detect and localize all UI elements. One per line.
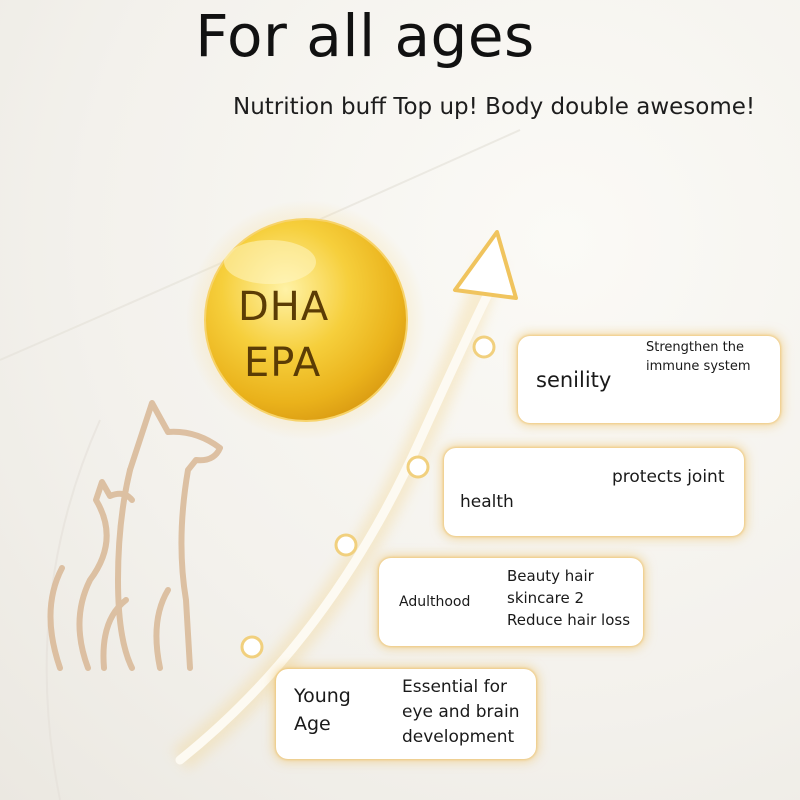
page-subtitle: Nutrition buff Top up! Body double awesome! bbox=[233, 94, 756, 120]
stage-dot-young bbox=[242, 637, 262, 657]
stage-name-adulthood: Adulthood bbox=[399, 594, 471, 610]
stage-card-adulthood bbox=[379, 558, 643, 646]
stage-benefit-young-line2: eye and brain bbox=[402, 702, 520, 722]
stage-benefit-health: protects joint bbox=[612, 467, 725, 487]
stage-benefit-young-line1: Essential for bbox=[402, 677, 507, 697]
stage-name-health: health bbox=[460, 492, 514, 512]
stage-dot-senility bbox=[474, 337, 494, 357]
stage-card-young-age bbox=[276, 669, 536, 759]
stage-benefit-young-line3: development bbox=[402, 727, 515, 747]
stage-benefit-adulthood-line2: skincare 2 bbox=[507, 589, 584, 607]
stage-dot-adulthood bbox=[336, 535, 356, 555]
stage-dot-health bbox=[408, 457, 428, 477]
dog-and-cat-outline-icon bbox=[50, 403, 220, 668]
stage-benefit-senility-line2: immune system bbox=[646, 359, 751, 374]
capsule-label-epa: EPA bbox=[244, 340, 322, 386]
stage-card-health bbox=[444, 448, 744, 536]
stage-name-young-line2: Age bbox=[294, 713, 331, 735]
stage-benefit-adulthood-line1: Beauty hair bbox=[507, 567, 594, 585]
stage-name-young-line1: Young bbox=[294, 685, 351, 707]
stage-name-senility: senility bbox=[536, 368, 612, 392]
page-title: For all ages bbox=[195, 2, 535, 70]
stage-benefit-senility-line1: Strengthen the bbox=[646, 340, 744, 355]
stage-card-senility bbox=[518, 336, 780, 423]
stage-benefit-adulthood-line3: Reduce hair loss bbox=[507, 611, 631, 629]
capsule-label-dha: DHA bbox=[238, 284, 330, 330]
growth-arrow-icon bbox=[455, 232, 516, 298]
